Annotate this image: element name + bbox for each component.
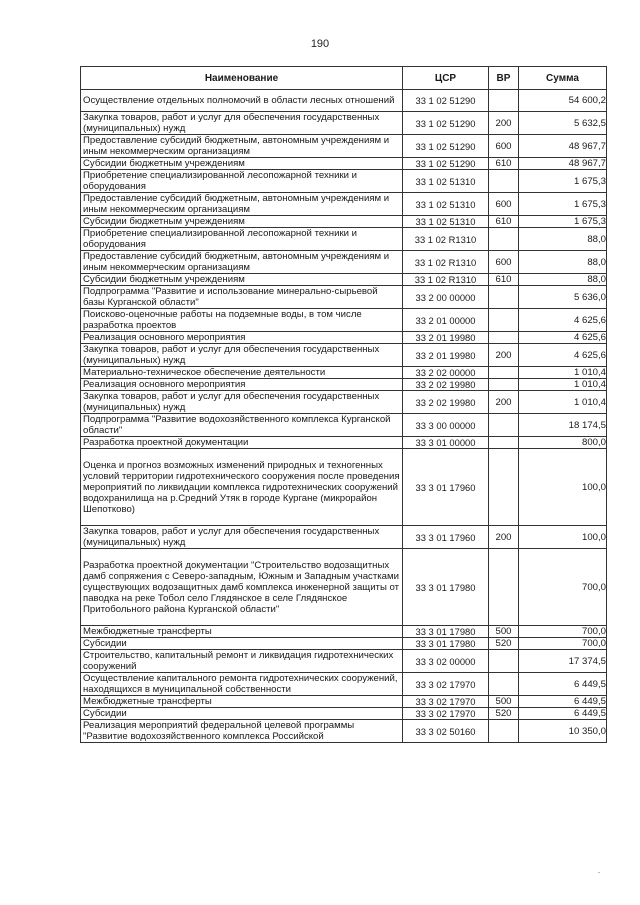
cell-vr bbox=[489, 650, 519, 673]
header-csr: ЦСР bbox=[403, 67, 489, 90]
cell-vr bbox=[489, 449, 519, 526]
cell-csr: 33 3 00 00000 bbox=[403, 414, 489, 437]
table-row bbox=[81, 135, 607, 158]
table-row bbox=[81, 367, 607, 379]
cell-vr bbox=[489, 437, 519, 449]
cell-name: Субсидии bbox=[81, 638, 403, 650]
cell-vr: 520 bbox=[489, 638, 519, 650]
cell-name: Реализация мероприятий федеральной целевой программы "Развитие водохозяйственного комплекса Российской bbox=[81, 720, 403, 743]
table-row bbox=[81, 274, 607, 286]
table-row bbox=[81, 673, 607, 696]
cell-name: Субсидии бюджетным учреждениям bbox=[81, 158, 403, 170]
cell-sum: 18 174,5 bbox=[519, 414, 607, 437]
table-row bbox=[81, 112, 607, 135]
cell-name: Материально-техническое обеспечение деятельности bbox=[81, 367, 403, 379]
table-row bbox=[81, 414, 607, 437]
budget-table bbox=[80, 66, 607, 743]
cell-vr: 200 bbox=[489, 112, 519, 135]
page-number: 190 bbox=[310, 38, 330, 50]
cell-csr: 33 3 01 17980 bbox=[403, 638, 489, 650]
cell-name: Приобретение специализированной лесопожарной техники и оборудования bbox=[81, 228, 403, 251]
cell-name: Приобретение специализированной лесопожарной техники и оборудования bbox=[81, 170, 403, 193]
cell-vr: 600 bbox=[489, 135, 519, 158]
cell-sum: 1 675,3 bbox=[519, 170, 607, 193]
cell-name: Закупка товаров, работ и услуг для обеспечения государственных (муниципальных) нужд bbox=[81, 112, 403, 135]
header-name: Наименование bbox=[81, 67, 403, 90]
cell-vr: 610 bbox=[489, 274, 519, 286]
cell-sum: 6 449,5 bbox=[519, 673, 607, 696]
cell-sum: 1 675,3 bbox=[519, 216, 607, 228]
cell-csr: 33 2 01 19980 bbox=[403, 344, 489, 367]
cell-name: Разработка проектной документации bbox=[81, 437, 403, 449]
cell-vr bbox=[489, 673, 519, 696]
table-header-row bbox=[81, 67, 607, 90]
cell-csr: 33 1 02 51290 bbox=[403, 158, 489, 170]
cell-sum: 1 675,3 bbox=[519, 193, 607, 216]
table-row bbox=[81, 158, 607, 170]
table-row bbox=[81, 437, 607, 449]
cell-sum: 48 967,7 bbox=[519, 158, 607, 170]
cell-sum: 100,0 bbox=[519, 526, 607, 549]
cell-name: Закупка товаров, работ и услуг для обеспечения государственных (муниципальных) нужд bbox=[81, 391, 403, 414]
cell-name: Реализация основного мероприятия bbox=[81, 379, 403, 391]
cell-csr: 33 2 02 19980 bbox=[403, 391, 489, 414]
cell-name: Предоставление субсидий бюджетным, автономным учреждениям и иным некоммерческим организациям bbox=[81, 251, 403, 274]
cell-csr: 33 3 02 17970 bbox=[403, 696, 489, 708]
table-row bbox=[81, 549, 607, 626]
cell-csr: 33 1 02 R1310 bbox=[403, 228, 489, 251]
table-body bbox=[81, 90, 607, 743]
cell-sum: 4 625,6 bbox=[519, 332, 607, 344]
cell-name: Межбюджетные трансферты bbox=[81, 696, 403, 708]
table-row bbox=[81, 449, 607, 526]
cell-vr: 200 bbox=[489, 391, 519, 414]
cell-csr: 33 1 02 R1310 bbox=[403, 274, 489, 286]
table-row bbox=[81, 650, 607, 673]
cell-csr: 33 2 01 19980 bbox=[403, 332, 489, 344]
cell-csr: 33 2 00 00000 bbox=[403, 286, 489, 309]
cell-name: Межбюджетные трансферты bbox=[81, 626, 403, 638]
cell-vr: 200 bbox=[489, 344, 519, 367]
table-row bbox=[81, 391, 607, 414]
cell-vr bbox=[489, 720, 519, 743]
cell-vr: 610 bbox=[489, 158, 519, 170]
cell-sum: 48 967,7 bbox=[519, 135, 607, 158]
table-row bbox=[81, 251, 607, 274]
table-row bbox=[81, 696, 607, 708]
cell-name: Предоставление субсидий бюджетным, автономным учреждениям и иным некоммерческим организациям bbox=[81, 193, 403, 216]
cell-sum: 700,0 bbox=[519, 626, 607, 638]
cell-sum: 88,0 bbox=[519, 228, 607, 251]
scan-speck bbox=[598, 872, 600, 873]
cell-csr: 33 3 02 00000 bbox=[403, 650, 489, 673]
cell-vr: 200 bbox=[489, 526, 519, 549]
cell-vr bbox=[489, 170, 519, 193]
cell-name: Предоставление субсидий бюджетным, автономным учреждениям и иным некоммерческим организациям bbox=[81, 135, 403, 158]
cell-name: Осуществление отдельных полномочий в области лесных отношений bbox=[81, 90, 403, 112]
cell-name: Оценка и прогноз возможных изменений природных и техногенных условий территории гидротехнического сооружения после проведения мероприятий по ликвидации комплекса гидротехнических сооружений водохранилища на р.Средний Утяк в городе Кургане (микрорайон Шепотково) bbox=[81, 449, 403, 526]
table-row bbox=[81, 90, 607, 112]
cell-vr bbox=[489, 286, 519, 309]
cell-name: Реализация основного мероприятия bbox=[81, 332, 403, 344]
cell-name: Осуществление капитального ремонта гидротехнических сооружений, находящихся в муниципальной собственности bbox=[81, 673, 403, 696]
cell-sum: 100,0 bbox=[519, 449, 607, 526]
cell-csr: 33 2 01 00000 bbox=[403, 309, 489, 332]
cell-sum: 88,0 bbox=[519, 251, 607, 274]
cell-csr: 33 3 02 17970 bbox=[403, 673, 489, 696]
cell-vr bbox=[489, 332, 519, 344]
cell-csr: 33 3 01 17960 bbox=[403, 526, 489, 549]
cell-vr: 500 bbox=[489, 696, 519, 708]
cell-name: Подпрограмма "Развитие водохозяйственного комплекса Курганской области" bbox=[81, 414, 403, 437]
cell-name: Поисково-оценочные работы на подземные воды, в том числе разработка проектов bbox=[81, 309, 403, 332]
cell-sum: 5 632,5 bbox=[519, 112, 607, 135]
cell-vr: 600 bbox=[489, 251, 519, 274]
cell-vr bbox=[489, 367, 519, 379]
table-row bbox=[81, 216, 607, 228]
table-row bbox=[81, 379, 607, 391]
cell-name: Разработка проектной документации "Строительство водозащитных дамб сопряжения с Северо-западным, Южным и Западным участками существующих водозащитных дамб комплекса инженерной защиты от паводка на реке Тобол село Глядянское в селе Глядянское Притобольного района Курганской области" bbox=[81, 549, 403, 626]
cell-csr: 33 3 02 17970 bbox=[403, 708, 489, 720]
cell-name: Субсидии бюджетным учреждениям bbox=[81, 216, 403, 228]
table-row bbox=[81, 332, 607, 344]
cell-sum: 10 350,0 bbox=[519, 720, 607, 743]
cell-name: Субсидии bbox=[81, 708, 403, 720]
cell-vr bbox=[489, 90, 519, 112]
cell-csr: 33 1 02 51290 bbox=[403, 112, 489, 135]
cell-sum: 4 625,6 bbox=[519, 309, 607, 332]
header-vr: ВР bbox=[489, 67, 519, 90]
cell-name: Строительство, капитальный ремонт и ликвидация гидротехнических сооружений bbox=[81, 650, 403, 673]
table-row bbox=[81, 309, 607, 332]
cell-csr: 33 3 01 17980 bbox=[403, 626, 489, 638]
cell-vr bbox=[489, 549, 519, 626]
cell-csr: 33 3 01 17980 bbox=[403, 549, 489, 626]
table-row bbox=[81, 170, 607, 193]
table-row bbox=[81, 626, 607, 638]
cell-csr: 33 1 02 51290 bbox=[403, 135, 489, 158]
cell-csr: 33 2 02 19980 bbox=[403, 379, 489, 391]
cell-vr: 610 bbox=[489, 216, 519, 228]
cell-sum: 6 449,5 bbox=[519, 708, 607, 720]
cell-vr bbox=[489, 228, 519, 251]
cell-sum: 800,0 bbox=[519, 437, 607, 449]
table-row bbox=[81, 708, 607, 720]
cell-sum: 4 625,6 bbox=[519, 344, 607, 367]
cell-csr: 33 1 02 51310 bbox=[403, 193, 489, 216]
cell-sum: 17 374,5 bbox=[519, 650, 607, 673]
cell-csr: 33 1 02 R1310 bbox=[403, 251, 489, 274]
table-row bbox=[81, 638, 607, 650]
table-row bbox=[81, 526, 607, 549]
cell-name: Закупка товаров, работ и услуг для обеспечения государственных (муниципальных) нужд bbox=[81, 344, 403, 367]
cell-sum: 700,0 bbox=[519, 549, 607, 626]
cell-sum: 54 600,2 bbox=[519, 90, 607, 112]
header-sum: Сумма bbox=[519, 67, 607, 90]
cell-csr: 33 1 02 51290 bbox=[403, 90, 489, 112]
cell-sum: 5 636,0 bbox=[519, 286, 607, 309]
cell-sum: 1 010,4 bbox=[519, 367, 607, 379]
cell-vr bbox=[489, 414, 519, 437]
table-row bbox=[81, 193, 607, 216]
cell-sum: 6 449,5 bbox=[519, 696, 607, 708]
cell-csr: 33 2 02 00000 bbox=[403, 367, 489, 379]
cell-sum: 1 010,4 bbox=[519, 379, 607, 391]
cell-vr bbox=[489, 309, 519, 332]
table-row bbox=[81, 720, 607, 743]
cell-vr: 600 bbox=[489, 193, 519, 216]
cell-vr bbox=[489, 379, 519, 391]
cell-csr: 33 3 01 00000 bbox=[403, 437, 489, 449]
cell-name: Закупка товаров, работ и услуг для обеспечения государственных (муниципальных) нужд bbox=[81, 526, 403, 549]
cell-vr: 520 bbox=[489, 708, 519, 720]
table-row bbox=[81, 344, 607, 367]
cell-csr: 33 3 01 17960 bbox=[403, 449, 489, 526]
cell-csr: 33 1 02 51310 bbox=[403, 216, 489, 228]
cell-vr: 500 bbox=[489, 626, 519, 638]
cell-csr: 33 3 02 50160 bbox=[403, 720, 489, 743]
cell-sum: 1 010,4 bbox=[519, 391, 607, 414]
cell-sum: 88,0 bbox=[519, 274, 607, 286]
cell-sum: 700,0 bbox=[519, 638, 607, 650]
table-row bbox=[81, 228, 607, 251]
cell-name: Подпрограмма "Развитие и использование минерально-сырьевой базы Курганской области" bbox=[81, 286, 403, 309]
cell-csr: 33 1 02 51310 bbox=[403, 170, 489, 193]
cell-name: Субсидии бюджетным учреждениям bbox=[81, 274, 403, 286]
table-row bbox=[81, 286, 607, 309]
